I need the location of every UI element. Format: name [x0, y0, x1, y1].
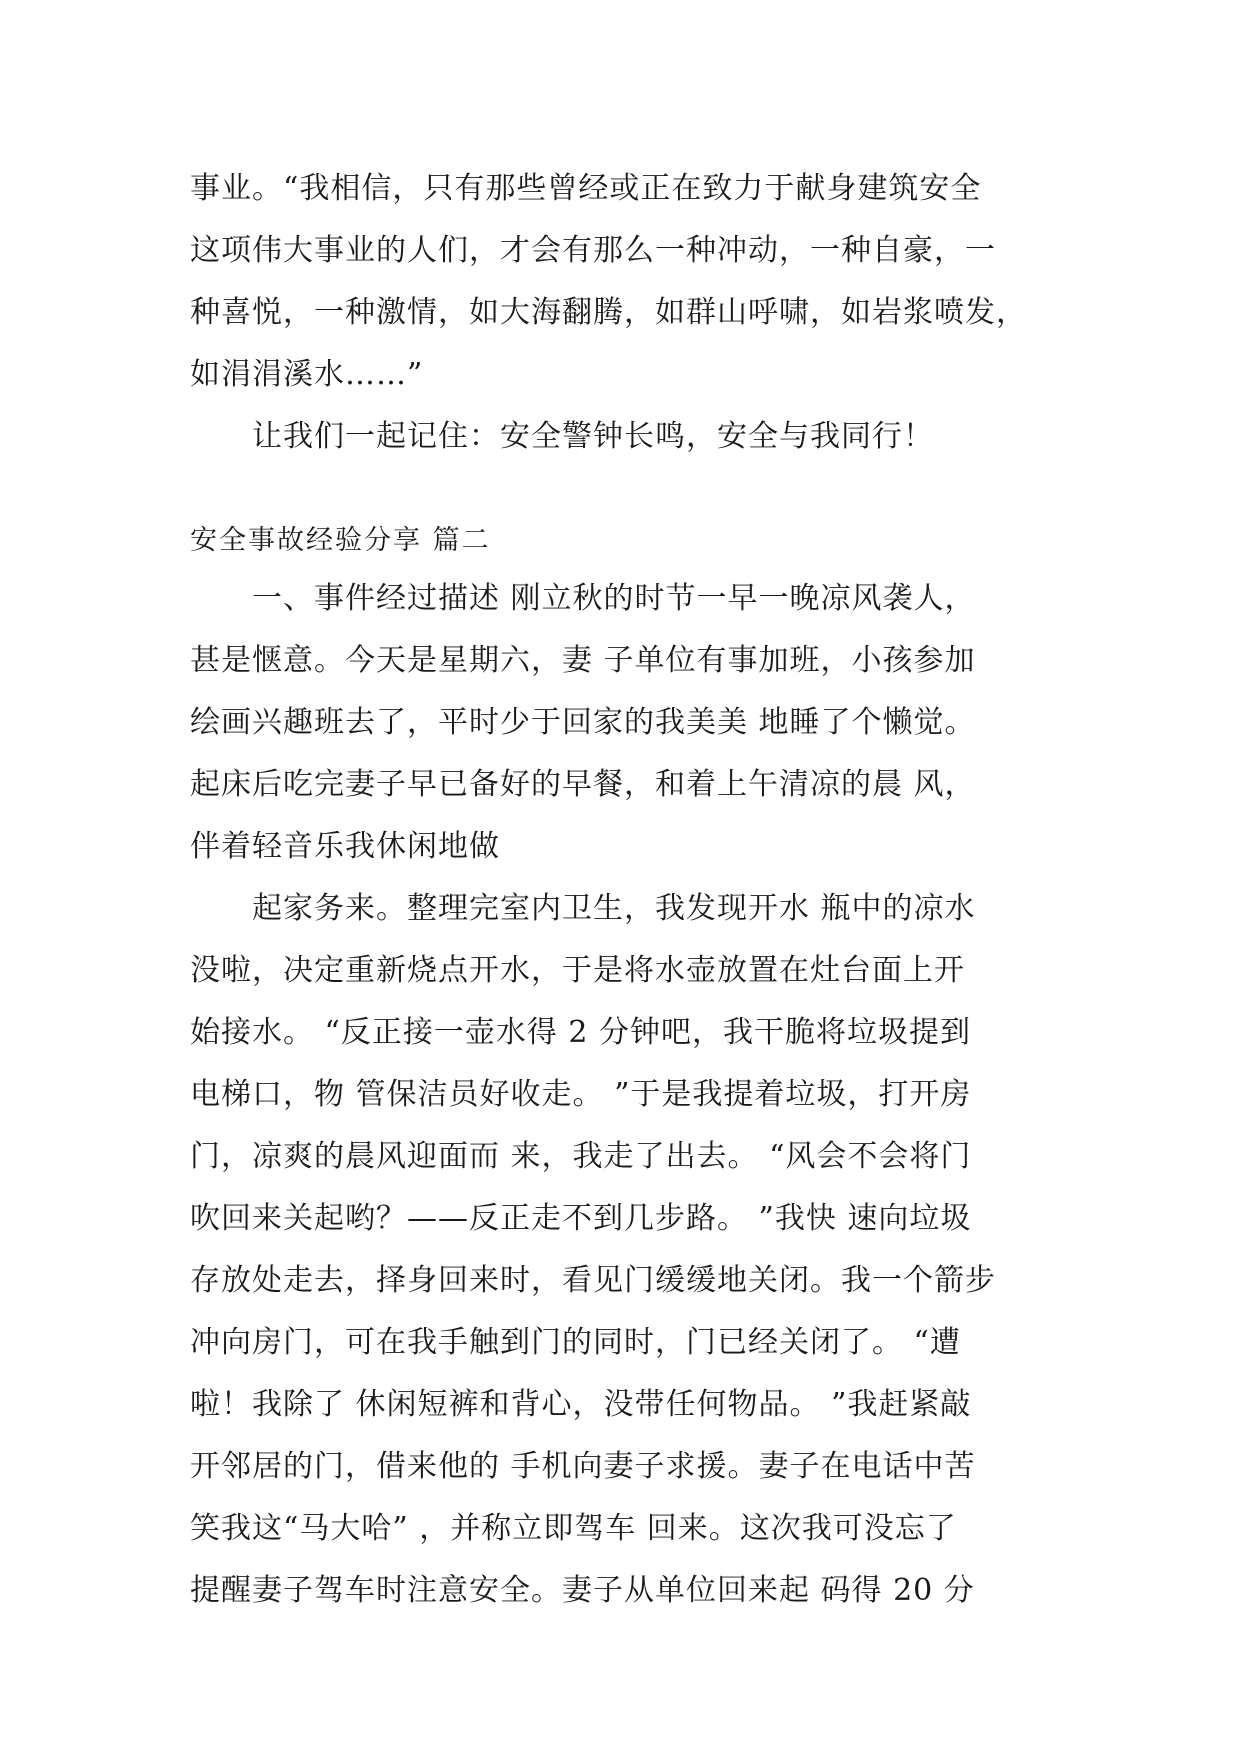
text-line: 起床后吃完妻子早已备好的早餐，和着上午清凉的晨 风， — [190, 767, 976, 802]
text-line: 提醒妻子驾车时注意安全。妻子从单位回来起 码得 20 分 — [190, 1573, 975, 1608]
text-line: 存放处走去，择身回来时，看见门缓缓地关闭。我一个箭步 — [190, 1263, 996, 1298]
text-line: 门，凉爽的晨风迎面而 来，我走了出去。 “风会不会将门 — [190, 1139, 972, 1174]
section-heading: 安全事故经验分享 篇二 — [190, 525, 491, 556]
text-line: 始接水。 “反正接一壶水得 2 分钟吧，我干脆将垃圾提到 — [190, 1015, 972, 1050]
text-line: 甚是惬意。今天是星期六，妻 子单位有事加班，小孩参加 — [190, 643, 976, 678]
text-line: 冲向房门，可在我手触到门的同时，门已经关闭了。 “遭 — [190, 1325, 961, 1360]
text-line: 电梯口，物 管保洁员好收走。 ”于是我提着垃圾，打开房 — [190, 1077, 972, 1112]
text-line: 吹回来关起哟？——反正走不到几步路。 ”我快 速向垃圾 — [190, 1201, 972, 1236]
text-line: 开邻居的门，借来他的 手机向妻子求援。妻子在电话中苦 — [190, 1449, 976, 1484]
text-line: 伴着轻音乐我休闲地做 — [190, 829, 500, 864]
closing-line: 让我们一起记住：安全警钟长鸣，安全与我同行！ — [190, 419, 934, 454]
text-line: 事业。“我相信，只有那些曾经或正在致力于献身建筑安全 — [190, 171, 982, 206]
text-line: 笑我这“马大哈” ，并称立即驾车 回来。这次我可没忘了 — [190, 1511, 957, 1546]
text-line: 起家务来。整理完室内卫生，我发现开水 瓶中的凉水 — [190, 891, 976, 926]
text-line: 绘画兴趣班去了，平时少于回家的我美美 地睡了个懒觉。 — [190, 705, 976, 740]
text-line: 这项伟大事业的人们，才会有那么一种冲动，一种自豪，一 — [190, 233, 996, 268]
text-line: 没啦，决定重新烧点开水，于是将水壶放置在灶台面上开 — [190, 953, 965, 988]
text-line: 一、事件经过描述 刚立秋的时节一早一晚凉风袭人， — [190, 581, 976, 616]
text-line: 如涓涓溪水……” — [190, 357, 424, 392]
text-line: 种喜悦，一种激情，如大海翻腾，如群山呼啸，如岩浆喷发， — [190, 295, 1027, 330]
text-line: 啦！我除了 休闲短裤和背心，没带任何物品。 ”我赶紧敲 — [190, 1387, 972, 1422]
